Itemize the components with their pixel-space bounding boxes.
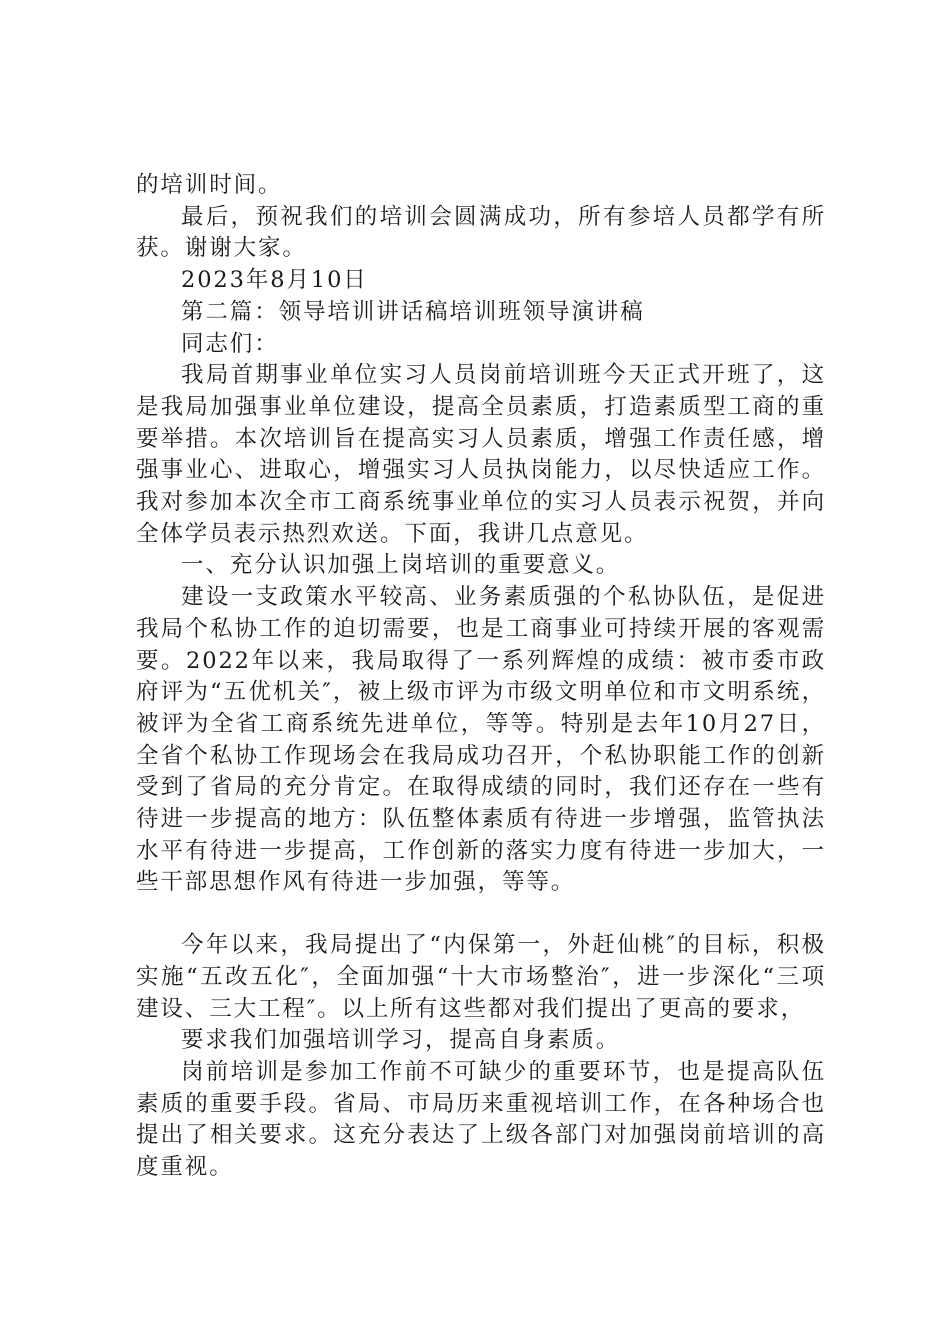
paragraph-salutation: 同志们： xyxy=(181,330,279,357)
paragraph-closing-wishes: 最后，预祝我们的培训会圆满成功，所有参培人员都学有所获。谢谢大家。 xyxy=(136,203,826,262)
paragraph-date: 2023年8月10日 xyxy=(181,267,368,294)
paragraph-achievements: 建设一支政策水平较高、业务素质强的个私协队伍，是促进我局个私协工作的迫切需要，也是工商事业可持续开展的客观需要。2022年以来，我局取得了一系列辉煌的成绩：被市委市政府评为“五优机关″，被上级市评为市级文明单位和市文明系统，被评为全省工商系统先进单位，等等。特别是去年10月27日，全省个私协工作现场会在我局成功召开，个私协职能工作的创新受到了省局的充分肯定。在取得成绩的同时，我们还存在一些有待进一步提高的地方：队伍整体素质有待进一步增强，监管执法水平有待进一步提高，工作创新的落实力度有待进一步加大，一些干部思想作风有待进一步加强，等等。 xyxy=(136,584,826,896)
paragraph-opening: 我局首期事业单位实习人员岗前培训班今天正式开班了，这是我局加强事业单位建设，提高全员素质，打造素质型工商的重要举措。本次培训旨在提高实习人员素质，增强工作责任感，增强事业心、进取心，增强实习人员执岗能力，以尽快适应工作。我对参加本次全市工商系统事业单位的实习人员表示祝贺，并向全体学员表示热烈欢送。下面，我讲几点意见。 xyxy=(136,362,826,547)
document-body xyxy=(136,170,826,1184)
paragraph-heading-one: 一、充分认识加强上岗培训的重要意义。 xyxy=(181,552,621,579)
paragraph-section-title: 第二篇：领导培训讲话稿培训班领导演讲稿 xyxy=(181,298,645,325)
paragraph-closing-fragment: 的培训时间。 xyxy=(136,172,283,198)
paragraph-pre-job-training: 岗前培训是参加工作前不可缺少的重要环节，也是提高队伍素质的重要手段。省局、市局历来重视培训工作，在各种场合也提出了相关要求。这充分表达了上级各部门对加强岗前培训的高度重视。 xyxy=(136,1058,826,1181)
paragraph-requirement: 要求我们加强培训学习，提高自身素质。 xyxy=(181,1027,621,1054)
paragraph-goals: 今年以来，我局提出了“内保第一，外赶仙桃″的目标，积极实施“五改五化″，全面加强“十大市场整治″，进一步深化“三项建设、三大工程″。以上所有这些都对我们提出了更高的要求， xyxy=(136,932,826,1022)
